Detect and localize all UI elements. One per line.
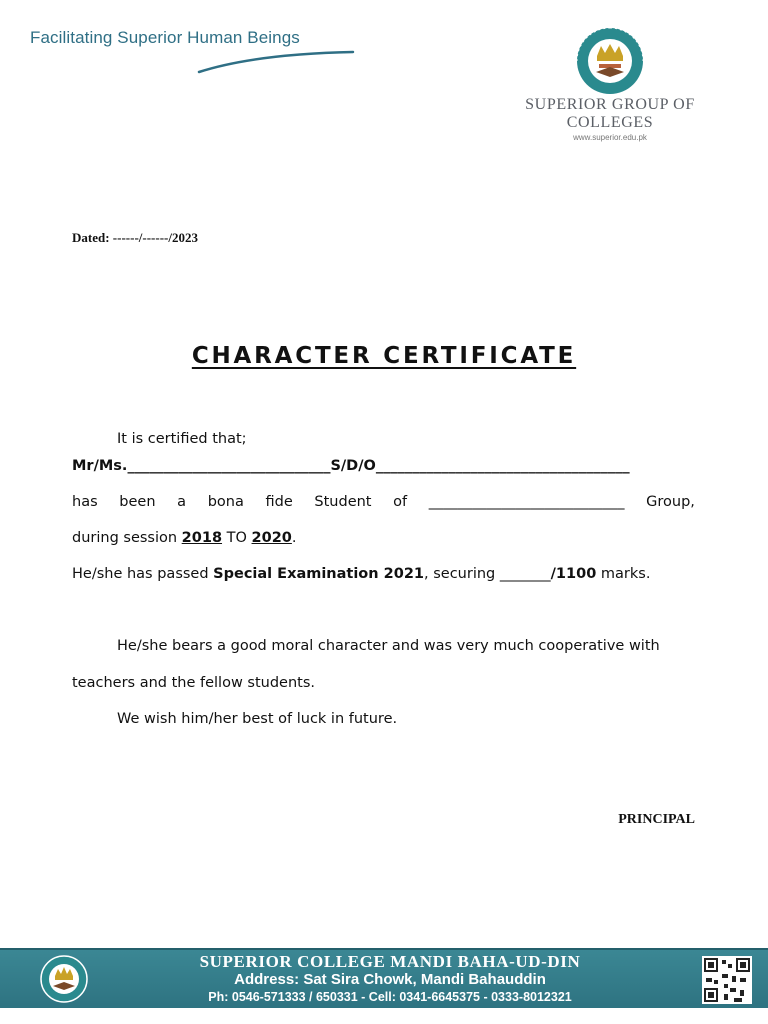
certificate-title-text: CHARACTER CERTIFICATE — [191, 343, 577, 369]
session-end: . — [291, 530, 297, 546]
word: a — [177, 494, 187, 510]
word: has — [72, 494, 98, 510]
session-line — [72, 529, 297, 547]
word: fide — [265, 494, 293, 510]
signatory-label: PRINCIPAL — [618, 812, 695, 827]
tagline: Facilitating Superior Human Beings — [30, 28, 300, 47]
name-parent-line: Mr/Ms.____________________________S/D/O___________________________________ — [72, 458, 630, 474]
swoosh-decoration — [195, 48, 355, 76]
college-logo — [490, 26, 730, 142]
word: been — [119, 494, 156, 510]
session-to: 2020 — [251, 530, 292, 546]
wishes-line: We wish him/her best of luck in future. — [117, 711, 398, 727]
student-group-line — [72, 493, 695, 511]
marks-suffix: marks. — [596, 566, 651, 582]
session-prefix: during session — [72, 530, 182, 546]
session-to-word: TO — [222, 530, 252, 546]
footer-seal-icon — [36, 955, 92, 1003]
date-line: Dated: ------/------/2023 — [72, 230, 198, 245]
group-blank: ___________________________ — [428, 494, 625, 510]
org-name-line1: SUPERIOR GROUP OF — [525, 96, 695, 113]
character-line: He/she bears a good moral character and was very much cooperative with — [117, 638, 660, 654]
footer-college-name: SUPERIOR COLLEGE MANDI BAHA-UD-DIN — [199, 952, 581, 971]
total-marks: /1100 — [550, 566, 597, 582]
exam-prefix: He/she has passed — [72, 566, 214, 582]
session-from: 2018 — [181, 530, 223, 546]
exam-name: Special Examination 2021 — [213, 566, 425, 582]
footer-address: Address: Sat Sira Chowk, Mandi Bahauddin — [234, 971, 546, 988]
certificate-title — [0, 343, 768, 369]
org-name-line2: COLLEGES — [566, 114, 654, 131]
character-line-cont: teachers and the fellow students. — [72, 675, 316, 691]
word: Student — [314, 494, 372, 510]
footer-text — [150, 952, 630, 1005]
marks-blank: , securing _______ — [424, 566, 551, 582]
word: bona — [207, 494, 244, 510]
footer-band — [0, 948, 768, 1008]
word: of — [393, 494, 408, 510]
qr-code-icon — [702, 956, 752, 1004]
word: Group, — [646, 494, 695, 510]
college-seal-icon — [575, 26, 645, 96]
exam-line — [72, 565, 650, 583]
org-website: www.superior.edu.pk — [573, 133, 647, 142]
intro-line: It is certified that; — [117, 431, 247, 447]
footer-phones: Ph: 0546-571333 / 650331 - Cell: 0341-6645375 - 0333-8012321 — [208, 990, 572, 1004]
